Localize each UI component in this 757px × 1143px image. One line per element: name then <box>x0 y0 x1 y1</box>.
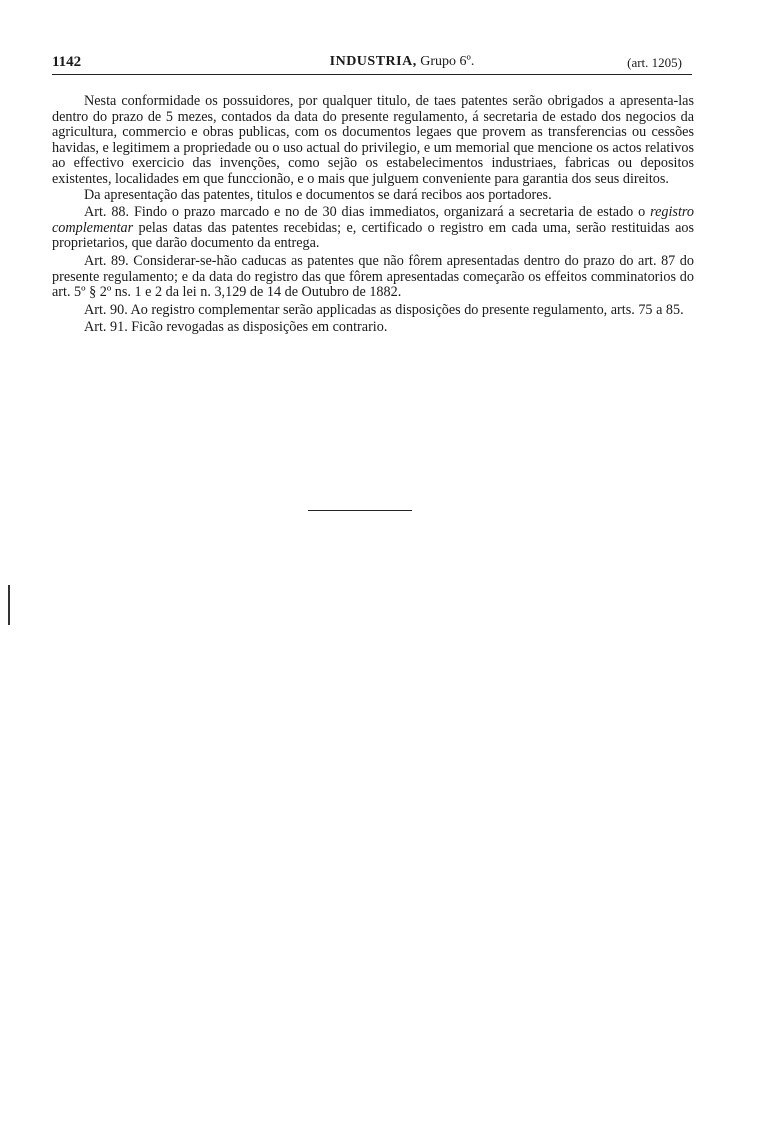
running-title <box>282 54 522 70</box>
paragraph-possessors: Nesta conformidade os possuidores, por qualquer titulo, de taes patentes serão obrigados a apresenta-las dentro do prazo de 5 mezes, contados da data do presente regulamento, á secretaria de estado dos negocios da agricultura, commercio e obras publicas, com os documentos legaes que provem as transferencias ou cessões havidas, e legitimem a propriedade ou o uso actual do privilegio, e um memorial que mencione os actos relativos ao effectivo exercicio das invenções, como sejão os estabelecimentos industriaes, fabricas ou depositos existentes, localidades em que funccionão, e o mais que julguem conveniente para garantia dos seus direitos. <box>52 93 694 187</box>
article-reference: (art. 1205) <box>627 55 682 70</box>
body-text <box>52 94 694 338</box>
running-title-rest: Grupo 6º. <box>416 54 475 69</box>
article-90: Art. 90. Ao registro complementar serão applicadas as disposições do presente regulamento, arts. 75 a 85. <box>84 301 684 318</box>
page-header <box>52 54 692 75</box>
page-number: 1142 <box>52 54 82 70</box>
margin-mark <box>8 585 10 625</box>
running-title-bold: INDUSTRIA, <box>329 54 417 69</box>
section-divider <box>308 510 412 511</box>
article-89: Art. 89. Considerar-se-hão caducas as patentes que não fôrem apresentadas dentro do prazo do art. 87 do presente regulamento; e da data do registro das que fôrem apresentadas começarão os effeitos comminatorios do art. 5º § 2º ns. 1 e 2 da lei n. 3,129 de 14 de Outubro de 1882. <box>52 252 694 301</box>
article-88-text-a: Art. 88. Findo o prazo marcado e no de 30 dias immediatos, organizará a secretaria de estado o <box>84 204 651 221</box>
article-91: Art. 91. Ficão revogadas as disposições em contrario. <box>84 319 388 336</box>
article-88 <box>52 205 694 252</box>
article-88-text-b: pelas datas das patentes recebidas; e, certificado o registro em cada uma, serão restituidas aos proprietarios, que darão documento da entrega. <box>52 219 694 252</box>
article-88-italic: registro complementar <box>52 204 694 236</box>
paragraph-receipts: Da apresentação das patentes, titulos e documentos se dará recibos aos portadores. <box>84 186 552 203</box>
